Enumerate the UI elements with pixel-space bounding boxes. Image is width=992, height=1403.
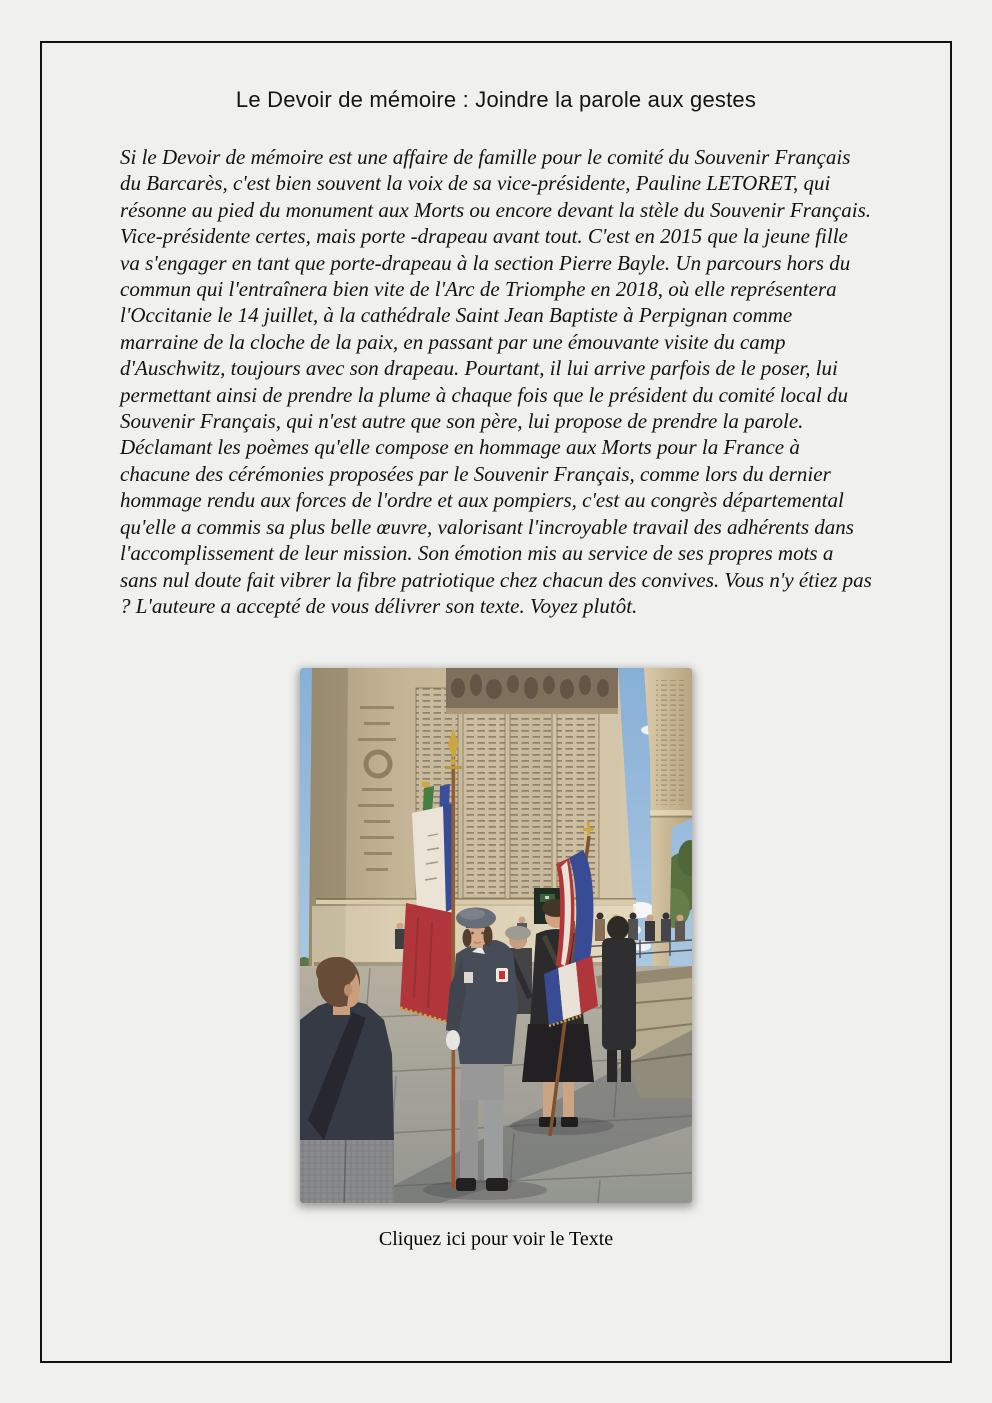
article-title: Le Devoir de mémoire : Joindre la parole aux gestes <box>235 87 757 112</box>
article-body: Si le Devoir de mémoire est une affaire de famille pour le comité du Souvenir Français du Barcarès, c'est bien souvent la voix de sa vice-présidente, Pauline LETORET, qui résonne au pied du monument aux Morts ou encore devant la stèle du Souvenir Français. Vice-présidente certes, mais porte -drapeau avant tout. C'est en 2015 que la jeune fille va s'engager en tant que porte-drapeau à la section Pierre Bayle. Un parcours hors du commun qui l'entraînera bien vite de l'Arc de Triomphe en 2018, où elle représentera l'Occitanie le 14 juillet, à la cathédrale Saint Jean Baptiste à Perpignan comme marraine de la cloche de la paix, en passant par une émouvante visite du camp d'Auschwitz, toujours avec son drapeau. Pourtant, il lui arrive parfois de le poser, lui permettant ainsi de prendre la plume à chaque fois que le président du comité local du Souvenir Français, qui n'est autre que son père, lui propose de prendre la parole. Déclamant les poèmes qu'elle compose en hommage aux Morts pour la France à chacune des cérémonies proposées par le Souvenir Français, comme lors du dernier hommage rendu aux forces de l'ordre et aux pompiers, c'est au congrès départemental qu'elle a commis sa plus belle œuvre, valorisant l'incroyable travail des adhérents dans l'accomplissement de leur mission. Son émotion mis au service de ses propres mots a sans nul doute fait vibrer la fibre patriotique chez chacun des convives. Vous n'y étiez pas ? L'auteure a accepté de vous délivrer son texte. Voyez plutôt. <box>120 145 872 618</box>
warm-overlay <box>300 668 692 1203</box>
article-frame <box>40 41 952 1363</box>
photo-illustration <box>300 668 692 1203</box>
caption-link[interactable]: Cliquez ici pour voir le Texte <box>378 1228 614 1251</box>
arc-de-triomphe-photo <box>300 668 692 1203</box>
